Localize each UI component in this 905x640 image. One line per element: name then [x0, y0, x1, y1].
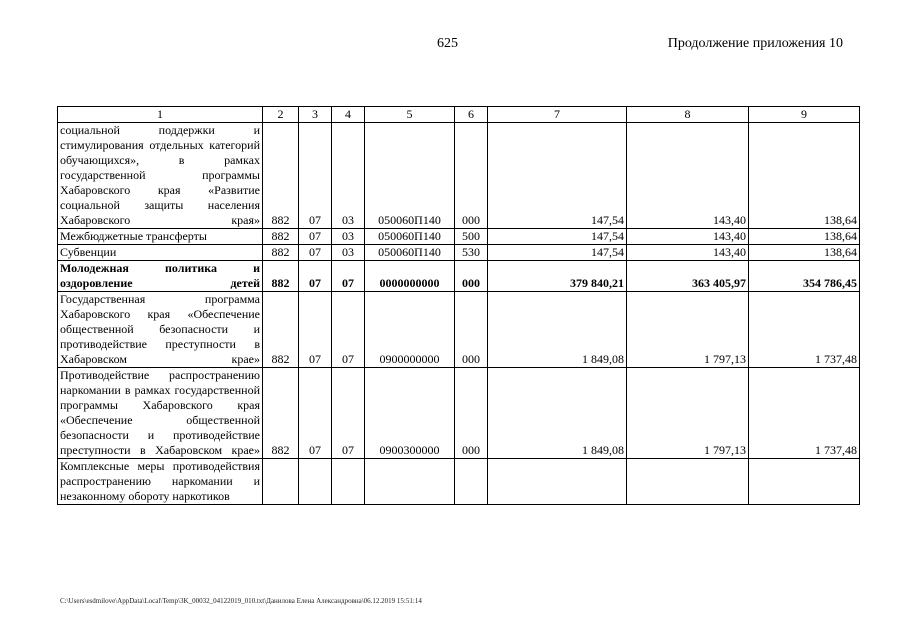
cell-admin-code: 882	[263, 245, 299, 261]
cell-subsection: 07	[332, 368, 365, 459]
cell-section: 07	[299, 229, 332, 245]
table-header-row	[58, 107, 860, 123]
row-description: Государственная программа Хабаровского края «Обеспечение общественной безопасности и противодействие преступности в Хабаровском крае»	[58, 292, 263, 368]
footer-file-path: C:\Users\esdmilove\AppData\Local\Temp\3K_00032_04122019_010.txt\Данилова Елена Александровна\06.12.2019 15:51:14	[60, 597, 422, 605]
cell-subsection: 03	[332, 245, 365, 261]
cell-admin-code: 882	[263, 261, 299, 292]
col-header-1: 1	[58, 107, 263, 123]
cell-amount-year1	[488, 459, 627, 505]
table-row	[58, 459, 860, 505]
table-row	[58, 261, 860, 292]
cell-section: 07	[299, 123, 332, 229]
row-description: Молодежная политика и оздоровление детей	[58, 261, 263, 292]
row-description: Субвенции	[58, 245, 263, 261]
cell-amount-year1: 147,54	[488, 245, 627, 261]
cell-expense-type: 530	[455, 245, 488, 261]
cell-amount-year3: 354 786,45	[749, 261, 860, 292]
col-header-6: 6	[455, 107, 488, 123]
cell-amount-year3: 138,64	[749, 245, 860, 261]
cell-amount-year2: 1 797,13	[627, 368, 749, 459]
col-header-3: 3	[299, 107, 332, 123]
cell-target-article: 0000000000	[365, 261, 455, 292]
cell-expense-type	[455, 459, 488, 505]
cell-amount-year2: 143,40	[627, 123, 749, 229]
col-header-7: 7	[488, 107, 627, 123]
cell-admin-code	[263, 459, 299, 505]
cell-admin-code: 882	[263, 229, 299, 245]
cell-amount-year1: 1 849,08	[488, 368, 627, 459]
cell-target-article: 050060П140	[365, 245, 455, 261]
table-row	[58, 229, 860, 245]
cell-section: 07	[299, 245, 332, 261]
row-description: Комплексные меры противодействия распространению наркомании и незаконному обороту наркотиков	[58, 459, 263, 505]
col-header-4: 4	[332, 107, 365, 123]
cell-amount-year1: 147,54	[488, 229, 627, 245]
col-header-2: 2	[263, 107, 299, 123]
cell-amount-year2: 143,40	[627, 229, 749, 245]
cell-target-article: 0900300000	[365, 368, 455, 459]
cell-subsection: 03	[332, 123, 365, 229]
cell-subsection: 07	[332, 292, 365, 368]
col-header-9: 9	[749, 107, 860, 123]
cell-admin-code: 882	[263, 123, 299, 229]
cell-target-article: 050060П140	[365, 229, 455, 245]
cell-subsection: 07	[332, 261, 365, 292]
cell-target-article	[365, 459, 455, 505]
cell-subsection	[332, 459, 365, 505]
cell-admin-code: 882	[263, 292, 299, 368]
cell-admin-code: 882	[263, 368, 299, 459]
budget-table	[57, 106, 860, 505]
cell-expense-type: 500	[455, 229, 488, 245]
table-row	[58, 123, 860, 229]
row-description: социальной поддержки и стимулирования отдельных категорий обучающихся», в рамках государственной программы Хабаровского края «Развитие социальной защиты населения Хабаровского края»	[58, 123, 263, 229]
row-description: Межбюджетные трансферты	[58, 229, 263, 245]
cell-amount-year2: 143,40	[627, 245, 749, 261]
appendix-continuation-note: Продолжение приложения 10	[667, 36, 843, 51]
cell-amount-year3: 1 737,48	[749, 292, 860, 368]
cell-expense-type: 000	[455, 123, 488, 229]
cell-amount-year3	[749, 459, 860, 505]
table-row	[58, 368, 860, 459]
cell-section: 07	[299, 368, 332, 459]
cell-section: 07	[299, 292, 332, 368]
cell-expense-type: 000	[455, 261, 488, 292]
cell-section: 07	[299, 261, 332, 292]
cell-amount-year1: 1 849,08	[488, 292, 627, 368]
cell-amount-year3: 1 737,48	[749, 368, 860, 459]
table-row	[58, 245, 860, 261]
row-description: Противодействие распространению наркомании в рамках государственной программы Хабаровского края «Обеспечение общественной безопасности и противодействие преступности в Хабаровском крае»	[58, 368, 263, 459]
table-row	[58, 292, 860, 368]
cell-subsection: 03	[332, 229, 365, 245]
cell-amount-year3: 138,64	[749, 123, 860, 229]
cell-expense-type: 000	[455, 368, 488, 459]
cell-target-article: 050060П140	[365, 123, 455, 229]
cell-amount-year1: 379 840,21	[488, 261, 627, 292]
cell-amount-year2: 1 797,13	[627, 292, 749, 368]
cell-amount-year3: 138,64	[749, 229, 860, 245]
cell-section	[299, 459, 332, 505]
col-header-5: 5	[365, 107, 455, 123]
col-header-8: 8	[627, 107, 749, 123]
cell-expense-type: 000	[455, 292, 488, 368]
cell-amount-year2: 363 405,97	[627, 261, 749, 292]
cell-amount-year1: 147,54	[488, 123, 627, 229]
cell-amount-year2	[627, 459, 749, 505]
cell-target-article: 0900000000	[365, 292, 455, 368]
page-number: 625	[437, 36, 458, 51]
